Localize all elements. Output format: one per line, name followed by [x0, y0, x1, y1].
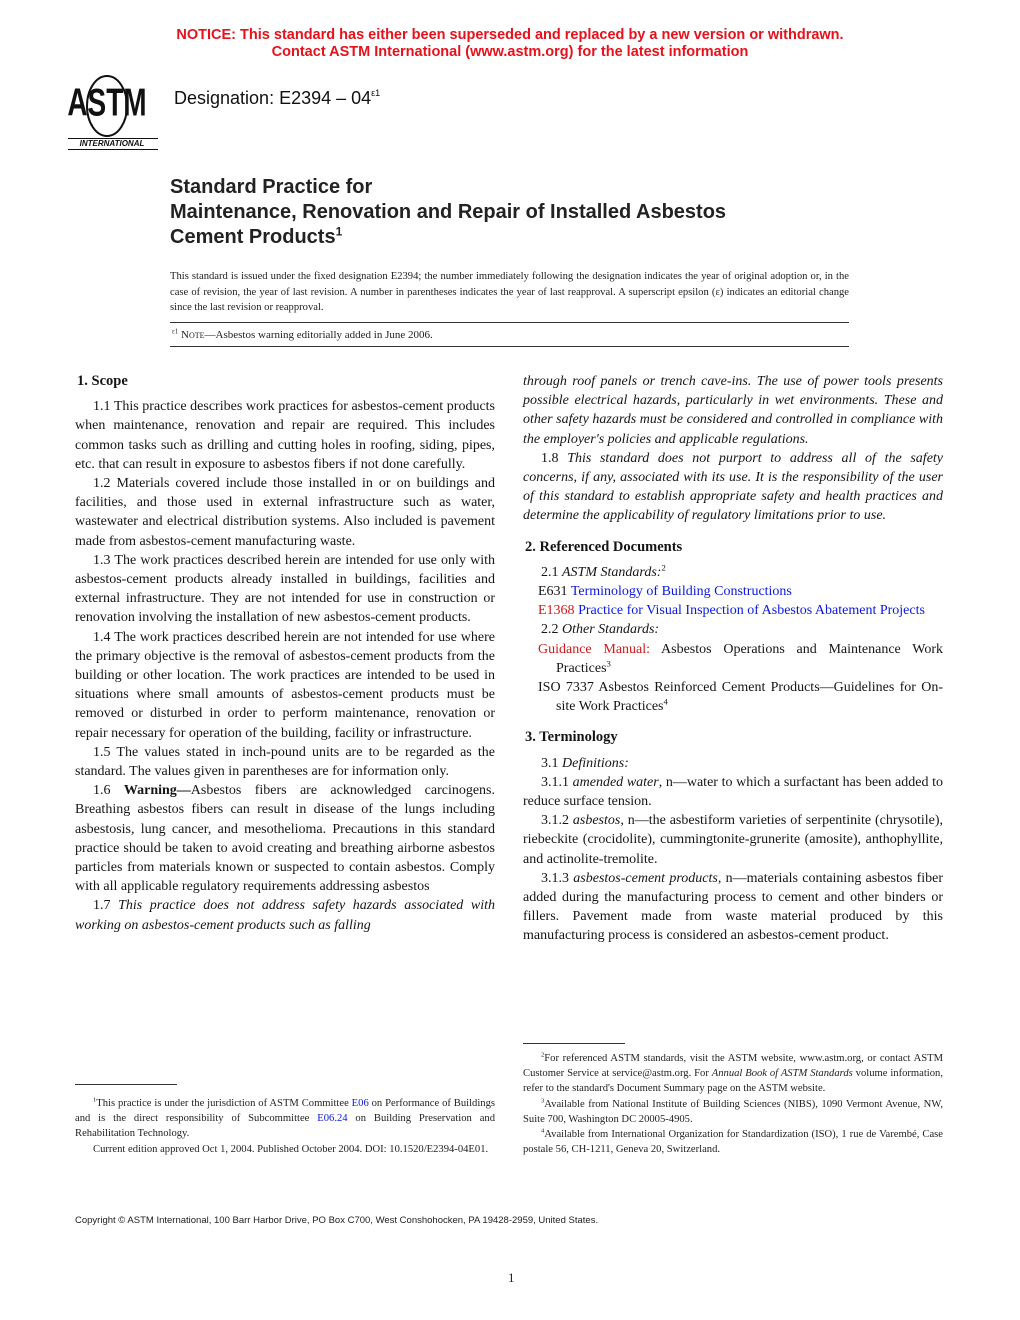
- definition-text: —the asbestiform varieties of serpentinite (chrysotile), riebeckite (crocidolite), cummingtonite-grunerite (amosite), anthophyllite, and actinolite-tremolite.: [523, 813, 943, 867]
- subsection-label: ASTM Standards:: [562, 564, 662, 580]
- definition-text: —materials containing asbestos fiber added during the manufacturing process to cement and other binders or fillers. Pavement made from waste material produced by this manufacturing process is considered an asbestos-cement product.: [523, 870, 944, 944]
- part-of-speech: , n: [717, 870, 733, 886]
- footnote-divider: [523, 1043, 625, 1044]
- para-num: 3.1.2: [541, 813, 573, 829]
- withdrawn-notice: [0, 27, 1020, 61]
- footnotes-right: [523, 1051, 943, 1157]
- footnote-text: Available from National Institute of Building Sciences (NIBS), 1090 Vermont Avenue, NW, Suite 700, Washington DC 20005-4905.: [523, 1098, 943, 1125]
- paragraph-1-7: [75, 896, 495, 934]
- footnote-text: volume information, refer to the standard's Document Summary page on the ASTM website.: [523, 1068, 943, 1095]
- warning-text: Asbestos fibers are acknowledged carcinogens. Breathing asbestos fibers can result in disease of the lungs including asbestosis, lung cancer, and mesothelioma. Precautions in this standard practice should be taken to avoid creating and breathing airborne asbestos particles from materials known or suspected to contain asbestos. Comply with all applicable regulatory requirements addressing asbestos: [75, 783, 495, 895]
- notice-line-2: Contact ASTM International (www.astm.org) for the latest information: [271, 44, 749, 60]
- ref-link-e631[interactable]: Terminology of Building Constructions: [570, 584, 792, 600]
- ref-code: E631: [538, 584, 568, 600]
- designation-intro: This standard is issued under the fixed designation E2394; the number immediately following the designation indicates the year of original adoption or, in the case of revision, the year of last revision. A number in parentheses indicates the year of last reapproval. A superscript epsilon (ε) indicates an editorial change since the last revision or reapproval.: [170, 271, 849, 313]
- term: amended water: [572, 774, 659, 790]
- footnote-number: 4: [541, 1127, 545, 1135]
- subsection-label: Definitions:: [562, 755, 629, 771]
- para-text: This standard does not purport to address all of the safety concerns, if any, associated with its use. It is the responsibility of the user of this standard to establish appropriate safety and health practices and determine the applicability of regulatory limitations prior to use.: [523, 450, 944, 524]
- footnote-4: [523, 1127, 943, 1157]
- paragraph-1-7-continued: through roof panels or trench cave-ins. The use of power tools presents possible electrical hazards, particularly in wet environments. These and other safety hazards must be considered and controlled in compliance with the employer's policies and applicable regulations.: [523, 374, 943, 447]
- term: asbestos: [572, 813, 621, 829]
- footnotes-left: [75, 1096, 495, 1157]
- page-number: 1: [508, 1270, 515, 1285]
- copyright-line: Copyright © ASTM International, 100 Barr Harbor Drive, PO Box C700, West Conshohocken, PA 19428-2959, United States.: [75, 1215, 599, 1226]
- footnote-italic: Annual Book of ASTM Standards: [711, 1068, 853, 1080]
- para-num: 2.2: [541, 622, 562, 638]
- svg-text:INTERNATIONAL: INTERNATIONAL: [79, 139, 145, 148]
- footnote-ref: 3: [606, 658, 611, 669]
- term: asbestos-cement products: [573, 870, 718, 886]
- part-of-speech: , n: [658, 774, 673, 790]
- footnote-text: on Building Preservation and Rehabilitation Technology.: [75, 1113, 495, 1140]
- para-num: 1.7: [93, 898, 119, 914]
- para-num: 3.1.3: [541, 870, 574, 886]
- edition-info: Current edition approved Oct 1, 2004. Published October 2004. DOI: 10.1520/E2394-04E01.: [93, 1143, 489, 1155]
- ref-title: Asbestos Operations and Maintenance Work Practices: [556, 641, 944, 676]
- ref-title: Asbestos Reinforced Cement Products—Guidelines for On-site Work Practices: [556, 680, 943, 715]
- epsilon-mark: ε1: [172, 328, 179, 336]
- footnote-ref: 4: [663, 696, 668, 707]
- footnote-text: For referenced ASTM standards, visit the ASTM website, www.astm.org, or contact ASTM Customer Service at service@astm.org. For: [523, 1053, 943, 1080]
- title-line-2: Maintenance, Renovation and Repair of Installed Asbestos: [170, 201, 727, 223]
- definition-asbestos: [523, 811, 943, 869]
- para-text: This practice does not address safety hazards associated with working on asbestos-cement products such as falling: [75, 898, 495, 933]
- paragraph-1-4: 1.4 The work practices described herein are not intended for use where the primary objective is the removal of asbestos-cement products from the building or other location. The work practices are intended to be used in situations where small amounts of asbestos-cement products must be removed or disturbed in order to perform maintenance, renovation or repair necessary for operation of the building, facility or infrastructure.: [75, 629, 495, 741]
- editorial-note: [172, 329, 433, 341]
- paragraph-1-6: [75, 781, 495, 896]
- paragraph-1-3: 1.3 The work practices described herein are intended for use only with asbestos-cement products already installed in buildings, facilities and external infrastructure. They are not intended for use in construction or renovation involving the installation of new asbestos-cement products.: [75, 552, 495, 626]
- astm-logo-icon: [64, 72, 160, 152]
- footnote-number: 1: [93, 1096, 97, 1104]
- title-line-3: Cement Products: [170, 226, 336, 248]
- para-num: 2.1: [541, 564, 562, 580]
- footnote-divider: [75, 1084, 177, 1085]
- footnote-ref: 2: [661, 562, 666, 573]
- document-title: [170, 175, 726, 250]
- ref-code: ISO 7337: [538, 680, 594, 696]
- footnote-1: [75, 1096, 495, 1142]
- definition-amended-water: [523, 773, 943, 811]
- ref-guidance-manual: [523, 640, 943, 678]
- footnote-3: [523, 1097, 943, 1127]
- notice-line-1: NOTICE: This standard has either been superseded and replaced by a new version or withdrawn.: [176, 27, 844, 43]
- paragraph-1-2: 1.2 Materials covered include those installed in or on buildings and facilities, and those used in external infrastructure such as water, wastewater and electrical distribution systems. Also included is pavement made from asbestos-cement manufacturing waste.: [75, 476, 495, 549]
- ref-e631: [523, 582, 943, 601]
- right-column: [523, 372, 943, 946]
- warning-label: Warning—: [123, 783, 191, 799]
- ref-code-link-e1368[interactable]: E1368: [538, 603, 575, 619]
- part-of-speech: , n: [620, 813, 635, 829]
- section-heading-referenced-documents: 2. Referenced Documents: [525, 538, 683, 555]
- ref-link-e1368[interactable]: Practice for Visual Inspection of Asbestos Abatement Projects: [578, 603, 925, 619]
- designation-text: Designation: E2394 – 04: [174, 88, 372, 108]
- ref-iso-7337: [523, 678, 943, 716]
- note-text: —Asbestos warning editorially added in June 2006.: [204, 329, 433, 341]
- ref-e1368: [523, 601, 943, 620]
- subsection-2-1: [523, 563, 943, 582]
- footnote-number: 3: [541, 1097, 545, 1105]
- divider: [170, 322, 849, 323]
- subsection-3-1: [523, 754, 943, 773]
- svg-text:ASTM: ASTM: [67, 80, 147, 125]
- para-num: 3.1.1: [541, 774, 573, 790]
- footnote-2: [523, 1051, 943, 1097]
- committee-e06-link[interactable]: E06: [351, 1098, 369, 1109]
- subsection-2-2: [523, 620, 943, 639]
- paragraph-1-8: [523, 449, 943, 526]
- designation-epsilon: ε1: [371, 88, 381, 98]
- section-heading-terminology: 3. Terminology: [525, 729, 618, 746]
- designation: [174, 88, 380, 109]
- section-heading-scope: 1. Scope: [77, 373, 128, 389]
- note-label: Note: [181, 329, 205, 341]
- title-line-1: Standard Practice for: [170, 176, 373, 198]
- para-num: 1.6: [93, 783, 124, 799]
- subsection-label: Other Standards:: [562, 622, 660, 638]
- subcommittee-e06-24-link[interactable]: E06.24: [317, 1113, 348, 1125]
- footnote-text: This practice is under the jurisdiction of ASTM Committee: [96, 1098, 352, 1109]
- ref-code-link-guidance-manual[interactable]: Guidance Manual:: [538, 641, 651, 657]
- paragraph-1-1: 1.1 This practice describes work practices for asbestos-cement products when maintenance, renovation and repair are required. This includes common tasks such as drilling and cutting holes in roofing, siding, pipes, etc. that can result in exposure to asbestos fibers if not done carefully.: [75, 399, 495, 472]
- definition-text: —water to which a surfactant has been added to reduce surface tension.: [523, 774, 943, 810]
- footnote-text: Available from International Organization for Standardization (ISO), 1 rue de Varembé, Case postale 56, CH-1211, Geneva 20, Switzerland.: [523, 1129, 943, 1156]
- divider: [170, 346, 849, 347]
- title-footnote-ref: 1: [335, 224, 343, 239]
- para-num: 3.1: [541, 755, 562, 771]
- footnote-number: 2: [541, 1051, 545, 1059]
- para-num: 1.8: [541, 450, 568, 466]
- left-column: [75, 372, 495, 935]
- paragraph-1-5: 1.5 The values stated in inch-pound units are to be regarded as the standard. The values given in parentheses are for information only.: [75, 744, 495, 780]
- footnote-text: on Performance of Buildings and is the direct responsibility of Subcommittee: [75, 1098, 495, 1125]
- definition-asbestos-cement-products: [523, 869, 943, 946]
